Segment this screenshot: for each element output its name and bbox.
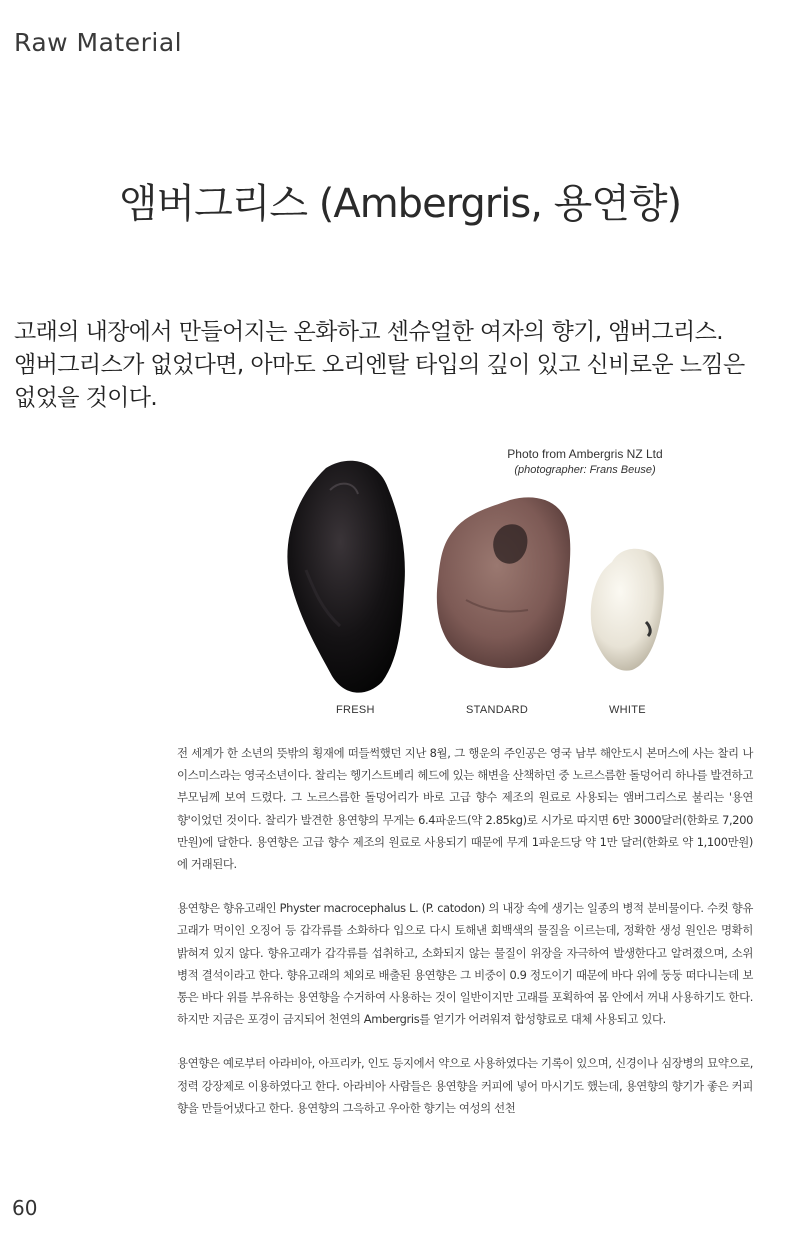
photo-credit (470, 446, 700, 478)
ambergris-photo (270, 450, 710, 720)
photo-credit-photographer: (photographer: Frans Beuse) (514, 464, 656, 476)
caption-standard: STANDARD (466, 704, 529, 716)
body-paragraph: 전 세계가 한 소년의 뜻밖의 횡재에 떠들썩했던 지난 8월, 그 행운의 주인공은 영국 남부 해안도시 본머스에 사는 찰리 나이스미스라는 영국소년이다. 찰리는 헹기스트베리 헤드에 있는 해변을 산책하던 중 노르스름한 돌덩어리 하나를 발견하고 부모님께 보여 드렸다. 그 노르스름한 돌덩어리가 바로 고급 향수 제조의 원료로 사용되는 앰버그리스로 불리는 '용연향'이었던 것이다. 찰리가 발견한 용연향의 무게는 6.4파운드(약 2.85kg)로 시가로 따지면 6만 3000달러(한화로 7,200만원)에 달한다. 용연향은 고급 향수 제조의 원료로 사용되기 때문에 무게 1파운드당 약 1만 달러(한화로 약 1,100만원)에 거래된다. (177, 746, 753, 872)
lead-line: 없었을 것이다. (14, 385, 158, 411)
lead-paragraph (14, 316, 745, 415)
caption-white: WHITE (609, 704, 646, 716)
fresh-ambergris-sample (287, 461, 405, 693)
caption-fresh: FRESH (336, 704, 375, 716)
lead-line: 고래의 내장에서 만들어지는 온화하고 센슈얼한 여자의 향기, 앰버그리스. (14, 319, 723, 345)
ambergris-samples-image (270, 450, 710, 720)
section-label: Raw Material (14, 28, 183, 57)
standard-ambergris-sample (437, 497, 570, 668)
page-title: 앰버그리스 (Ambergris, 용연향) (118, 181, 682, 227)
article-body (177, 742, 753, 1141)
photo-credit-source: Photo from Ambergris NZ Ltd (507, 447, 663, 461)
page-number: 60 (12, 1196, 38, 1220)
body-paragraph: 용연향은 예로부터 아라비아, 아프리카, 인도 등지에서 약으로 사용하였다는 기록이 있으며, 신경이나 심장병의 묘약으로, 정력 강장제로 이용하였다고 한다. 아라비아 사람들은 용연향을 커피에 넣어 마시기도 했는데, 용연향의 향기가 좋은 커피 향을 만들어냈다고 한다. 용연향의 그윽하고 우아한 향기는 여성의 선천 (177, 1056, 753, 1115)
lead-line: 앰버그리스가 없었다면, 아마도 오리엔탈 타입의 깊이 있고 신비로운 느낌은 (14, 352, 745, 378)
body-paragraph: 용연향은 향유고래인 Physter macrocephalus L. (P. catodon) 의 내장 속에 생기는 일종의 병적 분비물이다. 수컷 향유고래가 먹이인 오징어 등 갑각류를 소화하다 입으로 다시 토해낸 회백색의 물질을 이르는데, 정확한 생성 원인은 명확히 밝혀져 있지 않다. 향유고래가 갑각류를 섭취하고, 소화되지 않는 물질이 위장을 자극하여 발생한다고 알려졌으며, 소위 병적 결석이라고 한다. 향유고래의 체외로 배출된 용연향은 그 비중이 0.9 정도이기 때문에 바다 위에 둥둥 떠다니는데 보통은 바다 위를 부유하는 용연향을 수거하여 사용하는 것이 일반이지만 고래를 포획하여 몸 안에서 꺼내 사용하기도 한다. 하지만 지금은 포경이 금지되어 천연의 Ambergris를 얻기가 어려워져 합성향료로 대체 사용되고 있다. (177, 901, 753, 1027)
white-ambergris-sample (591, 549, 664, 671)
